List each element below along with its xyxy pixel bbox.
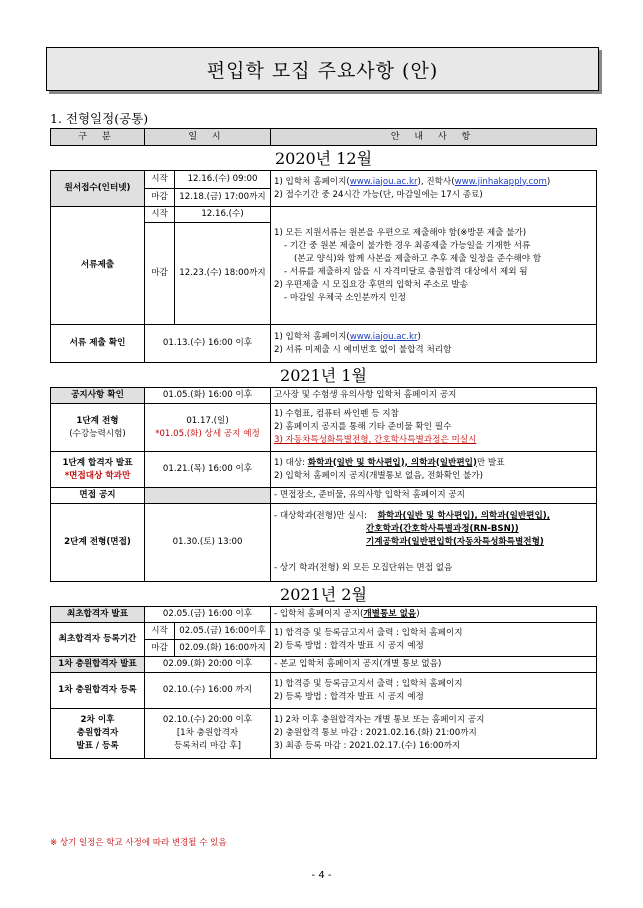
row-info: 1) 입학처 홈페이지(www.iajou.ac.kr) 2) 서류 미제출 시 예비번호 없이 불합격 처리함	[271, 325, 597, 363]
end-date: 12.23.(수) 18:00까지	[175, 223, 271, 325]
month-row	[51, 146, 597, 171]
row-label: 서류 제출 확인	[51, 325, 145, 363]
row-label: 서류제출	[51, 207, 145, 325]
row-label: 2차 이후 충원합격자 발표 / 등록	[51, 709, 145, 759]
end-date: 02.09.(화) 16:00까지	[175, 640, 271, 657]
schedule-table	[50, 128, 597, 759]
row-label: 2단계 전형(면접)	[51, 504, 145, 582]
month-dec-2020: 2020년 12월	[51, 146, 597, 171]
row-date: 02.10.(수) 16:00 까지	[145, 673, 271, 709]
section-title: 1. 전형일정(공통)	[50, 111, 149, 126]
month-row	[51, 582, 597, 607]
row-date: 02.09.(화) 20:00 이후	[145, 657, 271, 673]
table-row	[51, 171, 597, 189]
month-jan-2021: 2021년 1월	[51, 363, 597, 388]
month-feb-2021: 2021년 2월	[51, 582, 597, 607]
row-label: 1단계 전형 (수강능력시험)	[51, 404, 145, 452]
row-label: 원서접수(인터넷)	[51, 171, 145, 207]
iajou-link[interactable]: www.iajou.ac.kr	[349, 176, 418, 187]
table-row	[51, 388, 597, 404]
iajou-link[interactable]: www.iajou.ac.kr	[349, 331, 418, 342]
table-row	[51, 452, 597, 488]
footnote: ※ 상기 일정은 학교 사정에 따라 변경될 수 있음	[50, 838, 227, 848]
start-date: 02.05.(금) 16:00이후	[175, 623, 271, 640]
row-info: 1) 합격증 및 등록금고지서 출력 : 입학처 홈페이지 2) 등록 방법 : 합격자 발표 시 공지 예정	[271, 623, 597, 657]
end-label: 마감	[145, 189, 175, 207]
row-label: 최초합격자 발표	[51, 607, 145, 623]
row-info: 1) 모든 지원서류는 원본을 우편으로 제출해야 함(※방문 제출 불가) - 기간 중 원본 제출이 불가한 경우 최종제출 가능일을 기재한 서류 (본교 양식)와 함께 사본을 제출하고 추후 제출 일정을 준수해야 함 - 서류를 제출하지 않을 시 자격미달로 충원합격 대상에서 제외 됨 2) 우편제출 시 모집요강 후면의 입학처 주소로 발송 - 마감일 우체국 소인분까지 인정	[271, 207, 597, 325]
row-date-empty	[145, 488, 271, 504]
row-date: 01.21.(목) 16:00 이후	[145, 452, 271, 488]
table-row	[51, 657, 597, 673]
row-info: 1) 입학처 홈페이지(www.iajou.ac.kr), 진학사(www.jinhakapply.com) 2) 접수기간 중 24시간 가능(단, 마감일에는 17시 종료)	[271, 171, 597, 207]
row-info: 1) 수험표, 컴퓨터 싸인펜 등 지참 2) 홈페이지 공지를 통해 기타 준비물 확인 필수 3) 자동차특성화특별전형, 간호학사특별과정은 미실시	[271, 404, 597, 452]
row-date: 02.10.(수) 20:00 이후 [1차 충원합격자 등록처리 마감 후]	[145, 709, 271, 759]
end-label: 마감	[145, 640, 175, 657]
row-info: 1) 대상: 화학과(일반 및 학사편입), 의학과(일반편입)만 발표 2) 입학처 홈페이지 공지(개별통보 없음, 전화확인 불가)	[271, 452, 597, 488]
header-datetime: 일 시	[145, 129, 271, 146]
table-row	[51, 673, 597, 709]
header-category: 구 분	[51, 129, 145, 146]
row-date: 01.13.(수) 16:00 이후	[145, 325, 271, 363]
row-date: 01.17.(일) *01.05.(화) 상세 공지 예정	[145, 404, 271, 452]
row-info: 1) 합격증 및 등록금고지서 출력 : 입학처 홈페이지 2) 등록 방법 : 합격자 발표 시 공지 예정	[271, 673, 597, 709]
document-title: 편입학 모집 주요사항 (안)	[46, 47, 599, 91]
row-info: 1) 2차 이후 충원합격자는 개별 통보 또는 홈페이지 공지 2) 충원합격 통보 마감 : 2021.02.16.(화) 21:00까지 3) 최종 등록 마감 : 2021.02.17.(수) 16:00까지	[271, 709, 597, 759]
end-label: 마감	[145, 223, 175, 325]
month-row	[51, 363, 597, 388]
start-label: 시작	[145, 623, 175, 640]
jinhak-link[interactable]: www.jinhakapply.com	[454, 176, 547, 187]
date-note: *01.05.(화) 상세 공지 예정	[155, 428, 260, 439]
page-number: - 4 -	[311, 870, 332, 881]
row-label: 1차 충원합격자 발표	[51, 657, 145, 673]
start-label: 시작	[145, 171, 175, 189]
row-date: 02.05.(금) 16:00 이후	[145, 607, 271, 623]
table-row	[51, 607, 597, 623]
start-label: 시작	[145, 207, 175, 223]
row-label: 1단계 합격자 발표 *면접대상 학과만	[51, 452, 145, 488]
row-info: - 입학처 홈페이지 공지(개별통보 없음)	[271, 607, 597, 623]
header-info: 안 내 사 항	[271, 129, 597, 146]
table-row	[51, 488, 597, 504]
table-row	[51, 325, 597, 363]
table-row	[51, 709, 597, 759]
row-info: - 본교 입학처 홈페이지 공지(개별 통보 없음)	[271, 657, 597, 673]
row-info: - 대상학과(전형)만 실시: 화학과(일반 및 학사편입), 의학과(일반편입), 간호학과(간호학사특별과정(RN-BSN)) 기계공학과(일반편입학(자동차특성화특별전형) - 상기 학과(전형) 외 모든 모집단위는 면접 없음	[271, 504, 597, 582]
row-info: - 면접장소, 준비물, 유의사항 입학처 홈페이지 공지	[271, 488, 597, 504]
row-info: 고사장 및 수험생 유의사항 입학처 홈페이지 공지	[271, 388, 597, 404]
table-row	[51, 207, 597, 223]
row-label: 최초합격자 등록기간	[51, 623, 145, 657]
row-label: 1차 충원합격자 등록	[51, 673, 145, 709]
table-row	[51, 404, 597, 452]
row-date: 01.05.(화) 16:00 이후	[145, 388, 271, 404]
row-label: 면접 공지	[51, 488, 145, 504]
table-row	[51, 623, 597, 640]
row-date: 01.30.(토) 13:00	[145, 504, 271, 582]
row-label: 공지사항 확인	[51, 388, 145, 404]
start-date: 12.16.(수) 09:00	[175, 171, 271, 189]
table-row	[51, 504, 597, 582]
table-header	[51, 129, 597, 146]
end-date: 12.18.(금) 17:00까지	[175, 189, 271, 207]
start-date: 12.16.(수)	[175, 207, 271, 223]
